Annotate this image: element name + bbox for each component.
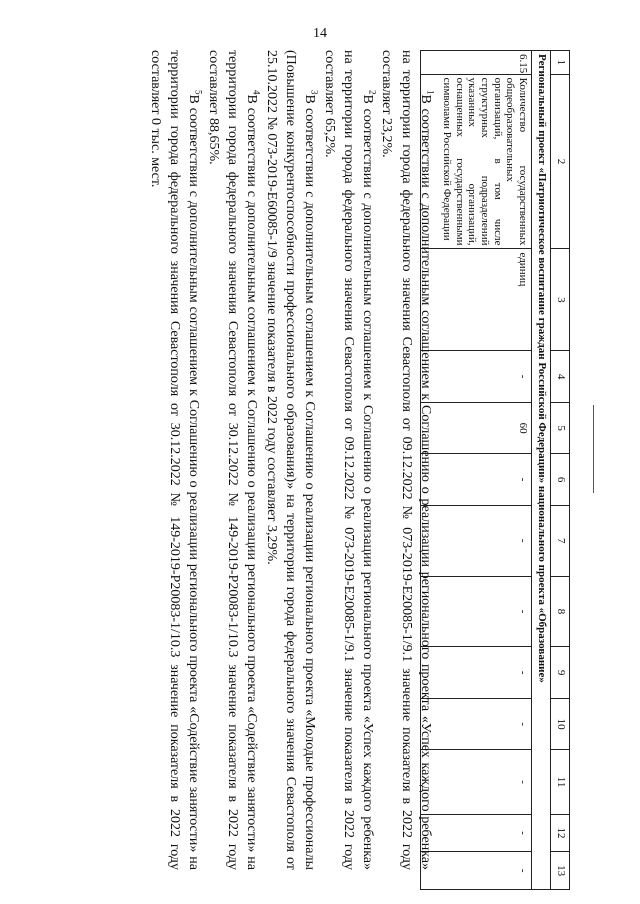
column-header: 5: [551, 402, 570, 453]
page-number: 14: [313, 26, 327, 41]
value-cell: -: [421, 814, 532, 852]
value-cell: -: [421, 647, 532, 698]
footnote: [203, 50, 261, 870]
value-cell: -: [421, 576, 532, 647]
column-header: 11: [551, 750, 570, 814]
indicator-table: [420, 50, 570, 890]
column-header: 2: [551, 74, 570, 249]
footnote: [261, 50, 319, 870]
footnote-mark: 1: [425, 90, 436, 95]
footnote-text: В соответствии с дополнительным соглашением к Соглашению о реализации регионального проекта «Содействие занятости» на территории города федерального значения Севастополя от 30.12.2022 № 149-2019-Р20083-1/10.3 значение показателя в 2022 году составляет 0 тыс. мест.: [147, 50, 202, 870]
column-header: 3: [551, 249, 570, 351]
column-header: 1: [551, 51, 570, 75]
column-header: 4: [551, 351, 570, 402]
footnote-text: В соответствии с дополнительным соглашением к Соглашению о реализации регионального проекта «Успех каждого ребенка» на территории города федерального значения Севастополя от 09.12.2022 № 073-2019-Е20085-1/9.1 значение показателя в 2022 году составляет 65,2%.: [321, 50, 376, 870]
table-row: [421, 51, 532, 890]
footnotes: [146, 50, 435, 870]
value-cell: 60: [421, 402, 532, 453]
footnote-text: В соответствии с дополнительным соглашением к Соглашению о реализации регионального проекта «Молодые профессионалы (Повышение конкурентоспособности профессионального образования)» на территории города федерального значения Севастополя от 25.10.2022 № 073-2019-Е60085-1/9 значение показателя в 2022 году составляет 3,29%.: [263, 50, 318, 870]
indicator-name: Количество государственных общеобразовательных организаций, в том числе структурных подразделений указанных организаций, оснащенных государственными символами Российской Федерации: [421, 74, 532, 249]
separator-line: [593, 405, 594, 493]
section-title: Региональный проект «Патриотическое воспитание граждан Российской Федерации» национального проекта «Образование»: [532, 51, 551, 890]
footnote-mark: 3: [309, 90, 320, 95]
footnote-text: В соответствии с дополнительным соглашением к Соглашению о реализации регионального проекта «Успех каждого ребенка» на территории города федерального значения Севастополя от 09.12.2022 № 073-2019-Е20085-1/9.1 значение показателя в 2022 году составляет 23,2%.: [379, 50, 433, 870]
column-header: 10: [551, 698, 570, 749]
column-header: 12: [551, 814, 570, 852]
landscape-sheet: [110, 50, 570, 890]
value-cell: -: [421, 351, 532, 402]
footnote-mark: 2: [367, 90, 378, 95]
footnote-mark: 5: [194, 90, 205, 95]
value-cell: -: [421, 852, 532, 890]
footnote: [377, 50, 435, 870]
value-cell: -: [421, 750, 532, 814]
row-number: 6.15: [421, 51, 532, 75]
footnote-mark: 4: [251, 90, 262, 95]
value-cell: -: [421, 505, 532, 576]
table-header-row: [551, 51, 570, 890]
section-row: [532, 51, 551, 890]
value-cell: -: [421, 698, 532, 749]
footnote: [319, 50, 377, 870]
column-header: 7: [551, 505, 570, 576]
column-header: 9: [551, 647, 570, 698]
column-header: 13: [551, 852, 570, 890]
unit-cell: единиц: [421, 249, 532, 351]
footnote-text: В соответствии с дополнительным соглашением к Соглашению о реализации регионального проекта «Содействие занятости» на территории города федерального значения Севастополя от 30.12.2022 № 149-2019-Р20083-1/10.3 значение показателя в 2022 году составляет 88,65%.: [205, 50, 260, 870]
value-cell: -: [421, 454, 532, 505]
column-header: 8: [551, 576, 570, 647]
column-header: 6: [551, 454, 570, 505]
footnote: [146, 50, 204, 870]
